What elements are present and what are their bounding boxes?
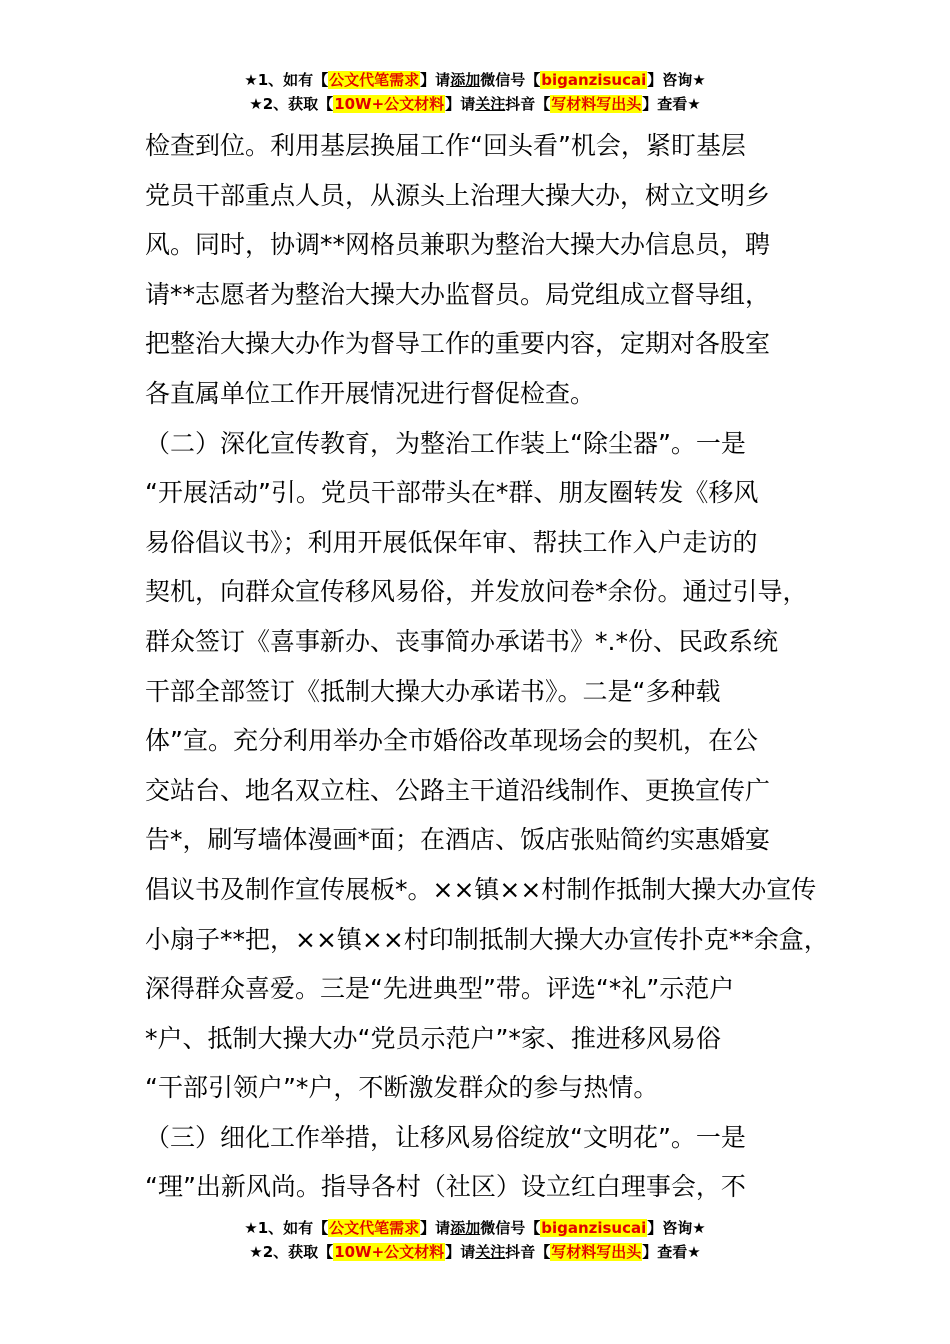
banner-text: ★1、如有【 xyxy=(244,1219,329,1237)
banner-text: 】查看★ xyxy=(642,1243,701,1261)
body-line: 交站台、地名双立柱、公路主干道沿线制作、更换宣传广 xyxy=(145,775,771,805)
banner-highlight: 10W+公文材料 xyxy=(334,95,445,113)
body-line: 契机，向群众宣传移风易俗，并发放问卷*余份。通过引导， xyxy=(145,577,808,607)
body-line: 请**志愿者为整治大操大办监督员。局党组成立督导组， xyxy=(145,279,771,309)
body-line: （二）深化宣传教育，为整治工作装上“除尘器”。一是 xyxy=(145,428,746,458)
banner-underline-text: 添加 xyxy=(450,1219,481,1237)
banner-text: 】请 xyxy=(420,71,451,89)
banner-underline-text: 添加 xyxy=(450,71,481,89)
body-line: 体”宣。充分利用举办全市婚俗改革现场会的契机，在公 xyxy=(145,726,758,756)
banner-text: 】咨询★ xyxy=(647,71,706,89)
banner-highlight: biganzisucai xyxy=(541,71,647,89)
banner-underline-text: 关注 xyxy=(475,95,506,113)
body-line: 倡议书及制作宣传展板*。××镇××村制作抵制大操大办宣传 xyxy=(145,874,817,904)
banner-underline-text: 关注 xyxy=(475,1243,506,1261)
banner-text: 微信号【 xyxy=(480,1219,541,1237)
banner-text: 】请 xyxy=(420,1219,451,1237)
banner-text: 抖音【 xyxy=(505,1243,551,1261)
body-line: 检查到位。利用基层换届工作“回头看”机会，紧盯基层 xyxy=(145,131,746,160)
banner-text: 】咨询★ xyxy=(647,1219,706,1237)
banner-line-1 xyxy=(0,68,950,92)
body-line: 把整治大操大办作为督导工作的重要内容，定期对各股室 xyxy=(145,329,771,359)
banner-highlight: 写材料写出头 xyxy=(551,1243,642,1261)
body-line: 各直属单位工作开展情况进行督促检查。 xyxy=(145,378,596,408)
body-line: *户、抵制大操大办“党员示范户”*家、推进移风易俗 xyxy=(145,1023,721,1053)
banner-text: ★2、获取【 xyxy=(249,1243,334,1261)
banner-text: 微信号【 xyxy=(480,71,541,89)
body-line: （三）细化工作举措，让移风易俗绽放“文明花”。一是 xyxy=(145,1122,746,1152)
body-line: “理”出新风尚。指导各村（社区）设立红白理事会，不 xyxy=(145,1172,746,1202)
banner-text: ★2、获取【 xyxy=(249,95,334,113)
banner-text: 】请 xyxy=(445,95,476,113)
body-line: 小扇子**把，××镇××村印制抵制大操大办宣传扑克**余盒， xyxy=(145,924,829,954)
banner-text: ★1、如有【 xyxy=(244,71,329,89)
banner-highlight: 公文代笔需求 xyxy=(329,1219,420,1237)
banner-text: 】查看★ xyxy=(642,95,701,113)
body-line: 告*，刷写墙体漫画*面；在酒店、饭店张贴简约实惠婚宴 xyxy=(145,825,771,855)
banner-text: 抖音【 xyxy=(505,95,551,113)
banner-line-2 xyxy=(0,92,950,116)
document-body xyxy=(145,121,829,1212)
body-line: 易俗倡议书》；利用开展低保年审、帮扶工作入户走访的 xyxy=(145,527,758,557)
banner-highlight: biganzisucai xyxy=(541,1219,647,1237)
body-line: 风。同时，协调**网格员兼职为整治大操大办信息员，聘 xyxy=(145,230,771,260)
banner-text: 】请 xyxy=(445,1243,476,1261)
header-banner xyxy=(0,68,950,116)
banner-highlight: 公文代笔需求 xyxy=(329,71,420,89)
body-line: 干部全部签订《抵制大操大办承诺书》。二是“多种载 xyxy=(145,676,721,706)
body-line: “开展活动”引。党员干部带头在*群、朋友圈转发《移风 xyxy=(145,478,759,508)
body-line: 群众签订《喜事新办、丧事简办承诺书》*.*份、民政系统 xyxy=(145,626,778,656)
body-line: 党员干部重点人员，从源头上治理大操大办，树立文明乡 xyxy=(145,180,771,210)
banner-highlight: 写材料写出头 xyxy=(551,95,642,113)
banner-highlight: 10W+公文材料 xyxy=(334,1243,445,1261)
banner-line-1 xyxy=(0,1216,950,1240)
footer-banner xyxy=(0,1216,950,1264)
banner-line-2 xyxy=(0,1240,950,1264)
body-line: “干部引领户”*户，不断激发群众的参与热情。 xyxy=(145,1073,659,1103)
body-line: 深得群众喜爱。三是“先进典型”带。评选“*礼”示范户 xyxy=(145,974,735,1004)
